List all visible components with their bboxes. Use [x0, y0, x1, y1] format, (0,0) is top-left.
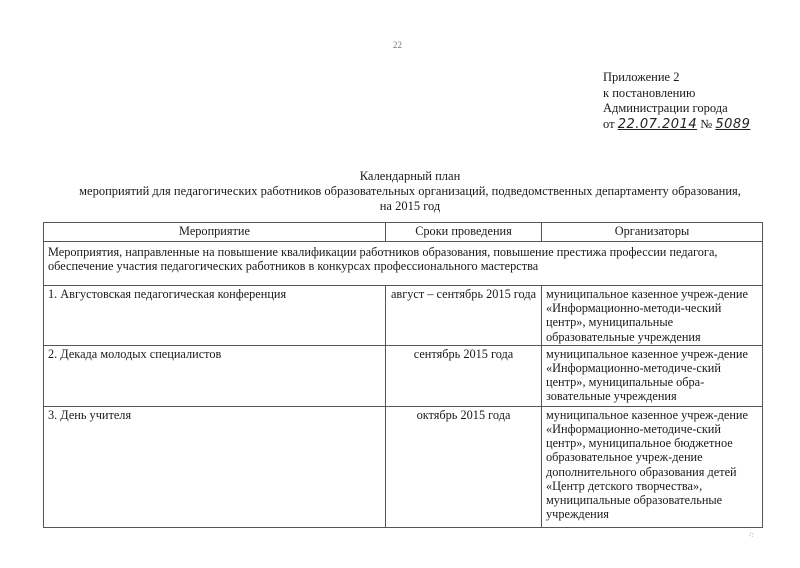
period-cell: август – сентябрь 2015 года	[386, 286, 542, 346]
document-title	[20, 169, 800, 214]
appendix-block	[603, 70, 750, 132]
event-cell: 1. Августовская педагогическая конференция	[44, 286, 386, 346]
title-line-1: Календарный план	[359, 169, 461, 183]
title-line-3: на 2015 год	[379, 199, 441, 213]
organizers-cell: муниципальное казенное учреж-дение «Информационно-методиче-ский центр», муниципальное бюджетное образовательное учреж-дение дополнительного образования детей «Центр детского творчества», муниципальные образовательные учреждения	[542, 406, 763, 527]
header-period: Сроки проведения	[386, 223, 542, 242]
date-prefix: от	[603, 116, 615, 131]
appendix-line-1: Приложение 2	[603, 70, 680, 84]
period-cell: октябрь 2015 года	[386, 406, 542, 527]
event-cell: 2. Декада молодых специалистов	[44, 345, 386, 406]
table-header-row	[44, 223, 763, 242]
scan-artifact-mark: ⁘	[745, 528, 758, 542]
title-line-2: мероприятий для педагогических работников образовательных организаций, подведомственных департаменту образования,	[79, 184, 741, 198]
header-organizers: Организаторы	[542, 223, 763, 242]
page-number: 22	[393, 40, 402, 50]
appendix-line-2: к постановлению	[603, 85, 696, 100]
appendix-date-line	[603, 117, 750, 133]
event-cell: 3. День учителя	[44, 406, 386, 527]
table-row	[44, 406, 763, 527]
table-row	[44, 286, 763, 346]
header-event: Мероприятие	[44, 223, 386, 242]
period-cell: сентябрь 2015 года	[386, 345, 542, 406]
table-row	[44, 345, 763, 406]
handwritten-number: 5089	[715, 116, 751, 132]
handwritten-date: 22.07.2014	[617, 116, 698, 132]
appendix-line-3: Администрации города	[603, 101, 728, 115]
number-sign: №	[700, 116, 713, 131]
section-row	[44, 242, 763, 286]
organizers-cell: муниципальное казенное учреж-дение «Информационно-методиче-ский центр», муниципальные обра-зовательные учреждения	[542, 345, 763, 406]
organizers-cell: муниципальное казенное учреж-дение «Информационно-методи-ческий центр», муниципальные образовательные учреждения	[542, 286, 763, 346]
events-table	[43, 222, 763, 528]
section-title: Мероприятия, направленные на повышение квалификации работников образования, повышение престижа профессии педагога, обеспечение участия педагогических работников в конкурсах профессионального мастерства	[44, 242, 763, 286]
